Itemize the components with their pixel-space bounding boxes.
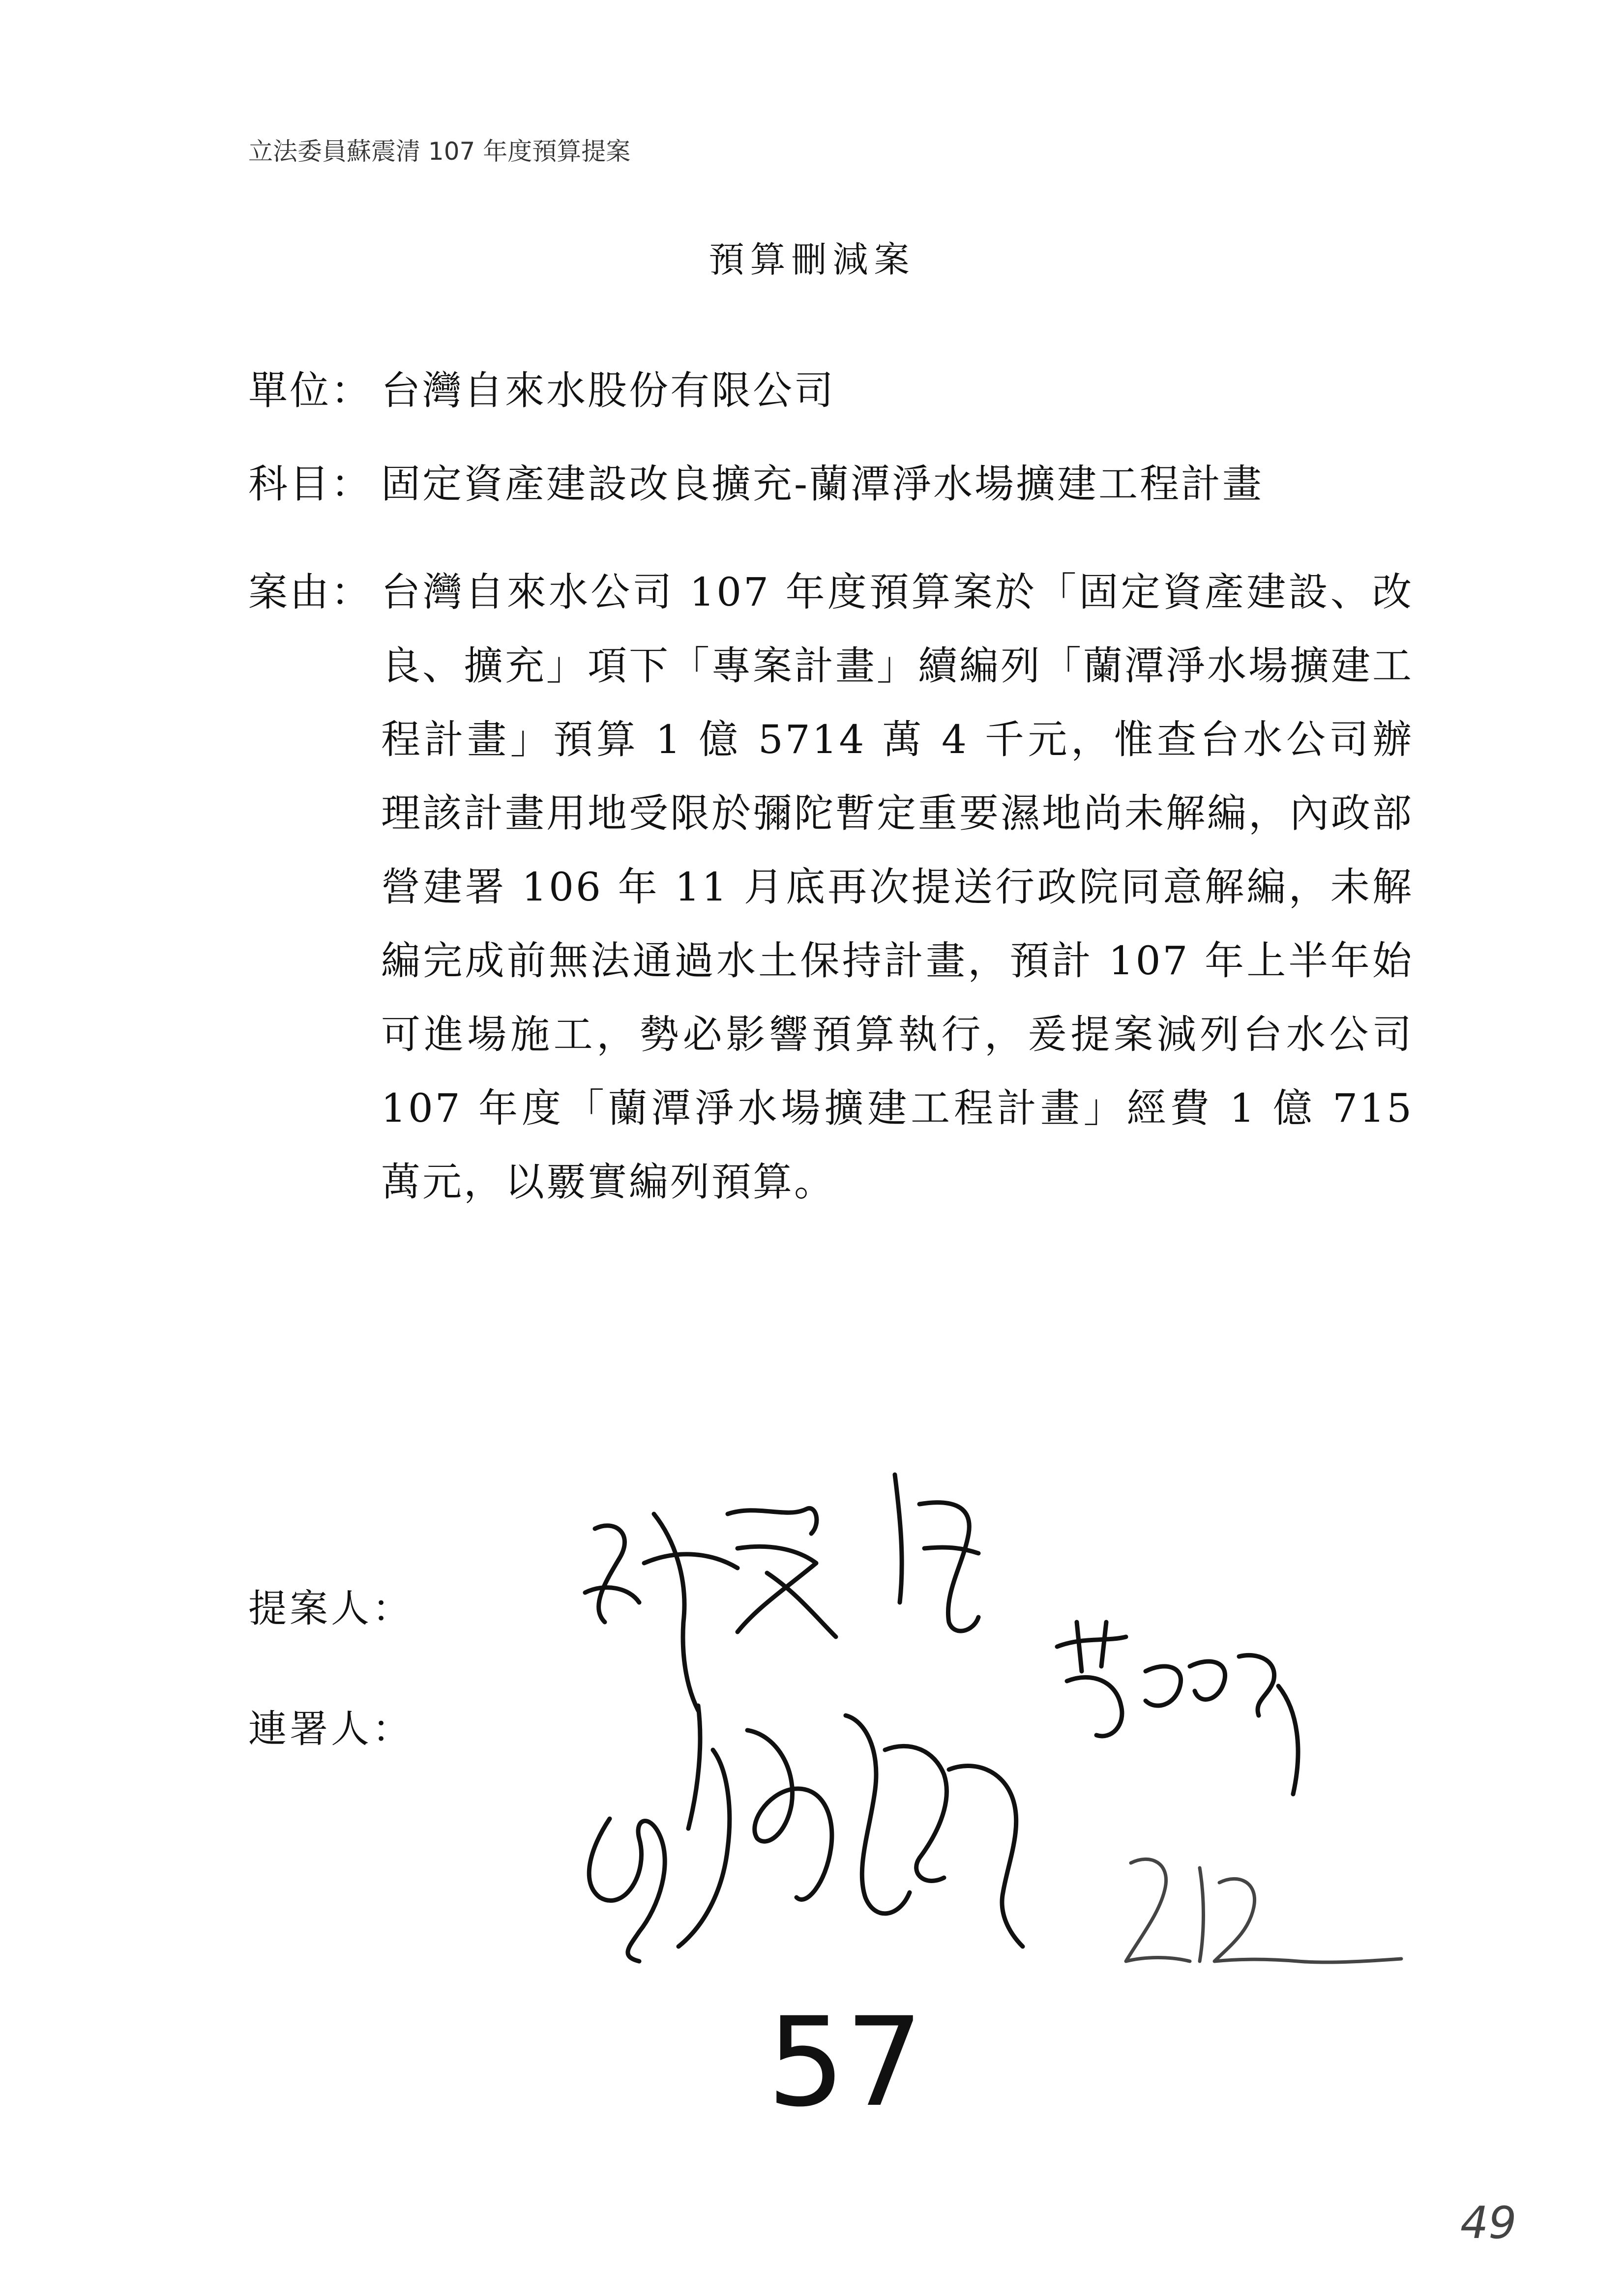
page-number: 49 — [1460, 2197, 1517, 2249]
reason-text: 台灣自來水公司 107 年度預算案於「固定資產建設、改良、擴充」項下「專案計畫」續編列「蘭潭淨水場擴建工程計畫」預算 1 億 5714 萬 4 千元，惟查台水公司辦理該計畫用地受限於彌陀暫定重要濕地尚未解編，內政部營建署 106 年 11 月底再次提送行政院同意解編，未解編完成前無法通過水土保持計畫，預計 107 年上半年始可進場施工，勢必影響預算執行，爰提案減列台水公司 107 年度「蘭潭淨水場擴建工程計畫」經費 1 億 715 萬元，以覈實編列預算。 — [381, 569, 1414, 1205]
stamp-number: 57 — [767, 1991, 924, 2134]
cosigner-1-signature — [1057, 1622, 1298, 1794]
unit-row — [248, 366, 835, 415]
unit-label: 單位： — [248, 368, 372, 413]
cosigner-2-signature — [589, 1706, 1023, 1961]
reason-section — [248, 555, 1418, 1219]
document-title: 預算刪減案 — [709, 239, 915, 280]
subject-label: 科目： — [248, 461, 372, 507]
reason-label: 案由： — [248, 569, 372, 615]
proposer-label: 提案人： — [248, 1587, 414, 1631]
subject-row — [248, 460, 1264, 509]
cosigner-label: 連署人： — [248, 1707, 414, 1751]
subject-value: 固定資產建設改良擴充-蘭潭淨水場擴建工程計畫 — [381, 461, 1264, 507]
proposer-signature — [585, 1475, 978, 1711]
cosigner-3-signature — [1126, 1859, 1401, 1962]
header-note: 立法委員蘇震清 107 年度預算提案 — [248, 137, 631, 166]
unit-value: 台灣自來水股份有限公司 — [381, 368, 835, 413]
